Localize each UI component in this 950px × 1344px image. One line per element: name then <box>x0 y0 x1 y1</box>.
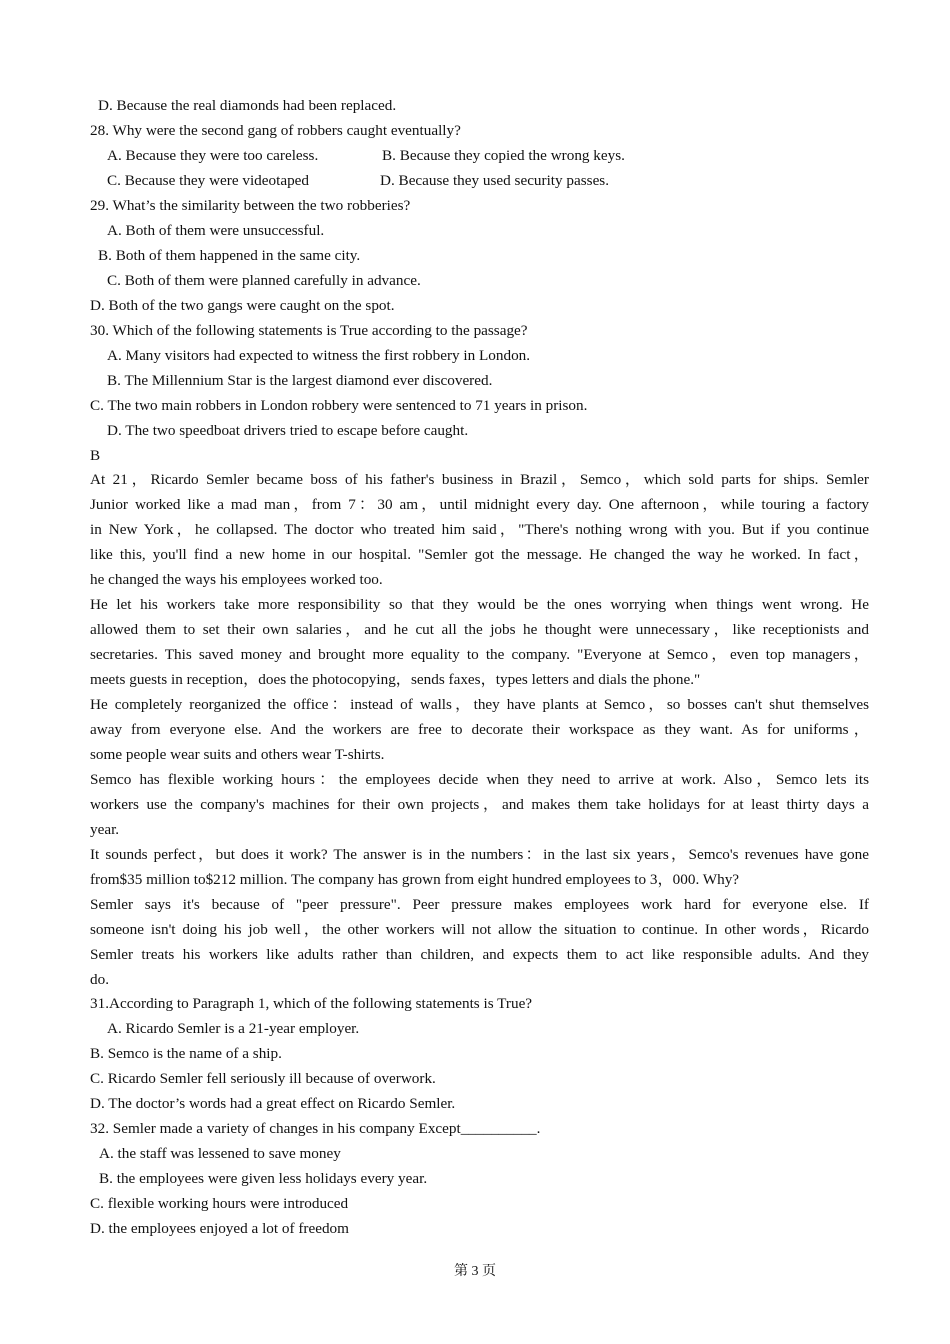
q30-option-d: D. The two speedboat drivers tried to escape before caught. <box>107 422 469 439</box>
q31-stem: 31.According to Paragraph 1, which of the following statements is True? <box>90 995 533 1012</box>
q32-stem: 32. Semler made a variety of changes in his company Except__________. <box>90 1120 541 1137</box>
q28-option-c: C. Because they were videotaped <box>107 172 309 189</box>
p1-line-2: Junior worked like a mad man，from 7：30 am，until midnight every day. One afternoon，while touring a factory <box>90 496 869 513</box>
q32-option-a: A. the staff was lessened to save money <box>99 1145 341 1162</box>
q27-option-d: D. Because the real diamonds had been replaced. <box>98 97 397 114</box>
q32-option-b: B. the employees were given less holidays every year. <box>99 1170 428 1187</box>
p3-line-3: some people wear suits and others wear T-shirts. <box>90 746 385 763</box>
p4-line-2: workers use the company's machines for their own projects，and makes them take holidays for at least thirty days a <box>90 796 869 813</box>
q28-option-d: D. Because they used security passes. <box>380 172 610 189</box>
q29-option-d: D. Both of the two gangs were caught on the spot. <box>90 297 395 314</box>
q29-stem: 29. What’s the similarity between the two robberies? <box>90 197 411 214</box>
q31-option-a: A. Ricardo Semler is a 21-year employer. <box>107 1020 360 1037</box>
p2-line-1: He let his workers take more responsibility so that they would be the ones worrying when things went wrong. He <box>90 596 869 613</box>
p3-line-1: He completely reorganized the office：instead of walls，they have plants at Semco，so bosses can't shut themselves <box>90 696 869 713</box>
q28-stem: 28. Why were the second gang of robbers caught eventually? <box>90 122 461 139</box>
passage-b-label: B <box>90 447 101 464</box>
q29-option-b: B. Both of them happened in the same city. <box>98 247 361 264</box>
q30-option-c: C. The two main robbers in London robbery were sentenced to 71 years in prison. <box>90 397 588 414</box>
q32-option-c: C. flexible working hours were introduced <box>90 1195 349 1212</box>
p5-line-2: from$35 million to$212 million. The company has grown from eight hundred employees to 3，000. Why? <box>90 871 740 888</box>
p2-line-2: allowed them to set their own salaries，and he cut all the jobs he thought were unnecessary，like receptionists and <box>90 621 869 638</box>
p6-line-2: someone isn't doing his job well，the other workers will not allow the situation to continue. In other words，Ricardo <box>90 921 869 938</box>
q29-option-c: C. Both of them were planned carefully in advance. <box>107 272 421 289</box>
p2-line-3: secretaries. This saved money and brought more equality to the company. "Everyone at Semco，even top managers， <box>90 646 869 663</box>
p4-line-3: year. <box>90 821 120 838</box>
p1-line-4: like this, you'll find a new home in our hospital. "Semler got the message. He changed the way he worked. In fact， <box>90 546 869 563</box>
p1-line-1: At 21，Ricardo Semler became boss of his father's business in Brazil，Semco，which sold parts for ships. Semler <box>90 471 869 488</box>
p5-line-1: It sounds perfect，but does it work? The answer is in the numbers：in the last six years，Semco's revenues have gone <box>90 846 869 863</box>
q28-option-b: B. Because they copied the wrong keys. <box>382 147 625 164</box>
q30-option-b: B. The Millennium Star is the largest diamond ever discovered. <box>107 372 493 389</box>
p2-line-4: meets guests in reception，does the photocopying，sends faxes，types letters and dials the phone." <box>90 671 701 688</box>
q28-option-a: A. Because they were too careless. <box>107 147 319 164</box>
q31-option-d: D. The doctor’s words had a great effect on Ricardo Semler. <box>90 1095 456 1112</box>
p6-line-3: Semler treats his workers like adults rather than children, and expects them to act like responsible adults. And they <box>90 946 869 963</box>
p4-line-1: Semco has flexible working hours：the employees decide when they need to arrive at work. Also，Semco lets its <box>90 771 869 788</box>
q31-option-b: B. Semco is the name of a ship. <box>90 1045 282 1062</box>
q30-option-a: A. Many visitors had expected to witness the first robbery in London. <box>107 347 531 364</box>
p6-line-4: do. <box>90 971 109 988</box>
p3-line-2: away from everyone else. And the workers are free to decorate their workspace as they want. As for uniforms， <box>90 721 869 738</box>
q31-option-c: C. Ricardo Semler fell seriously ill because of overwork. <box>90 1070 436 1087</box>
q29-option-a: A. Both of them were unsuccessful. <box>107 222 325 239</box>
page-number: 第 3 页 <box>454 1264 496 1279</box>
q30-stem: 30. Which of the following statements is True according to the passage? <box>90 322 528 339</box>
p6-line-1: Semler says it's because of "peer pressure". Peer pressure makes employees work hard for everyone else. If <box>90 896 869 913</box>
q32-option-d: D. the employees enjoyed a lot of freedom <box>90 1220 349 1237</box>
p1-line-3: in New York，he collapsed. The doctor who treated him said，"There's nothing wrong with you. But if you continue <box>90 521 869 538</box>
p1-line-5: he changed the ways his employees worked too. <box>90 571 383 588</box>
